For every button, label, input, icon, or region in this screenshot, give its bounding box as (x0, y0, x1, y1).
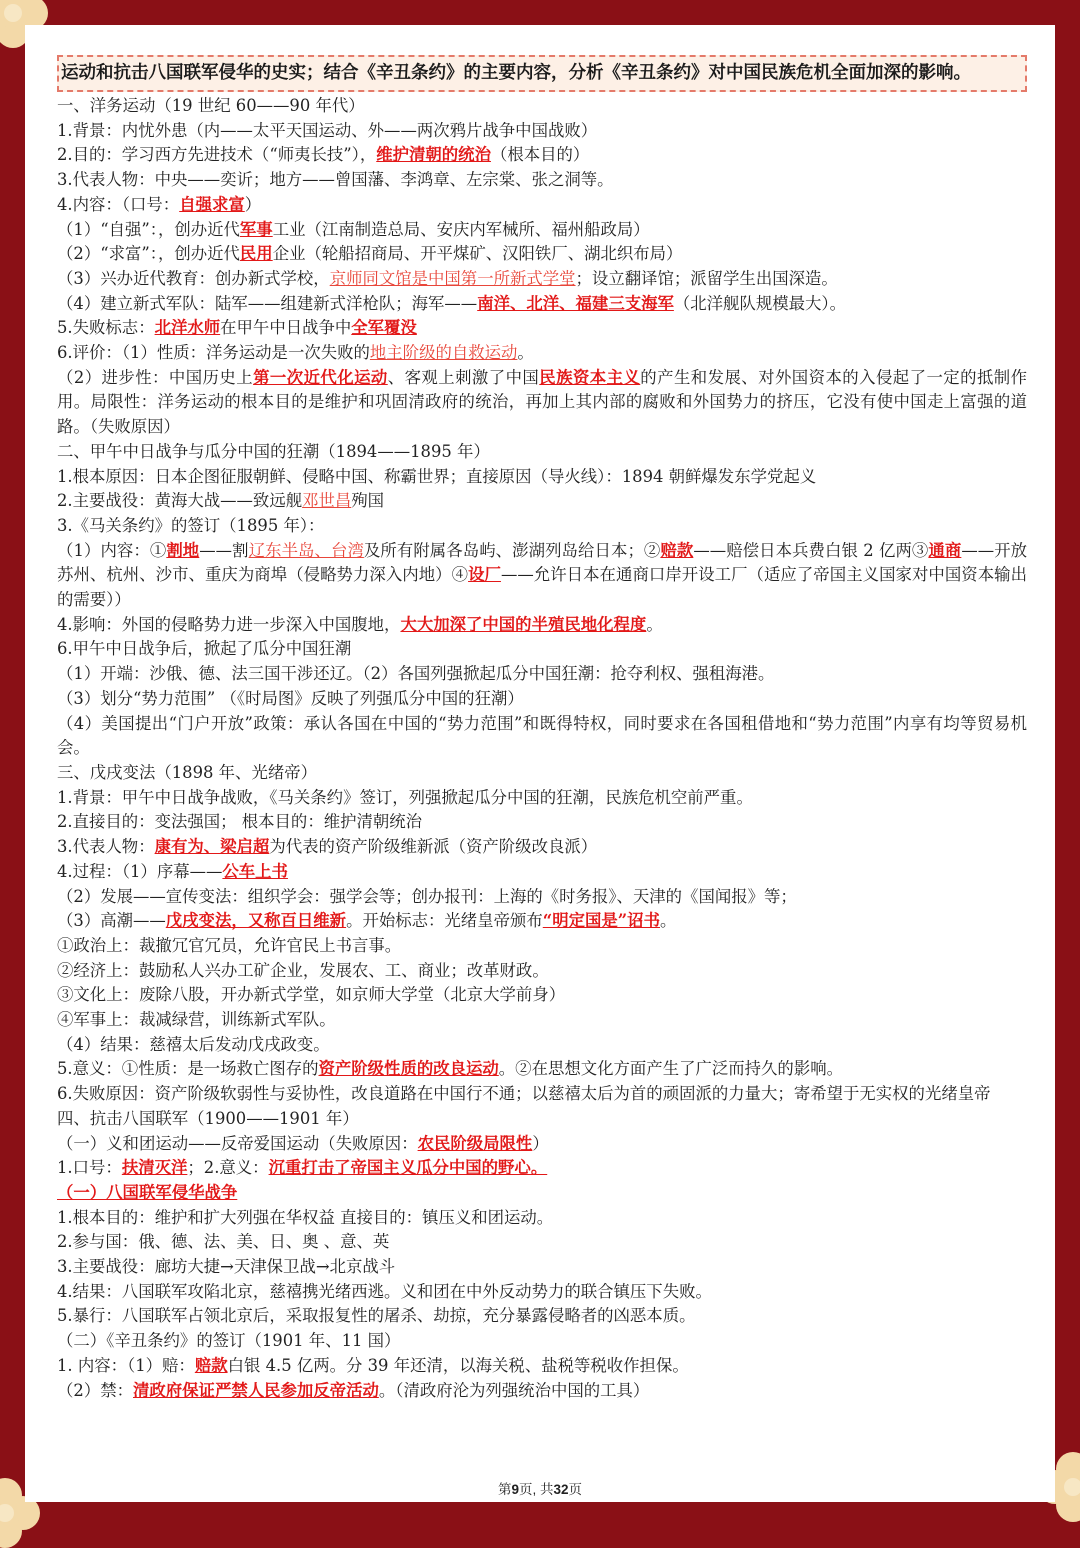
line-text: 4.影响：外国的侵略势力进一步深入中国腹地， (57, 614, 401, 634)
line-text: 1.根本原因：日本企图征服朝鲜、侵略中国、称霸世界；直接原因（导火线）：1894 朝鲜爆发东学党起义 (57, 466, 817, 486)
line-text: 3.主要战役：廊坊大捷→天津保卫战→北京战斗 (57, 1257, 396, 1277)
line-text: （二）《辛丑条约》的签订（1901 年、11 国） (57, 1331, 401, 1351)
footer-total-pages: 32 (553, 1482, 569, 1497)
line-text: 2.参与国：俄、德、法、美、日、奥 、意、英 (57, 1232, 390, 1252)
footer-prefix: 第 (497, 1482, 512, 1497)
line-text: （3）高潮—— (57, 911, 166, 931)
line-text: ；2.意义： (187, 1158, 269, 1178)
highlight-keyword: 大大加深了中国的半殖民地化程度 (400, 614, 647, 634)
line-text: ②经济上：鼓励私人兴办工矿企业，发展农、工、商业；改革财政。 (57, 960, 549, 980)
line-text: 5.意义：①性质：是一场救亡图存的 (57, 1059, 319, 1079)
text-line (57, 1132, 1027, 1157)
line-text: 3.《马关条约》的签订（1895 年）： (57, 515, 325, 535)
text-line (57, 1329, 1027, 1354)
highlight-keyword: 全军覆没 (351, 318, 417, 338)
highlight-keyword: 北洋水师 (154, 318, 221, 338)
line-text: （1）“自强”：，创办近代 (57, 219, 240, 239)
text-line (57, 1181, 1027, 1206)
text-line (57, 465, 1027, 490)
text-line (57, 1255, 1027, 1280)
highlight-keyword: 公车上书 (222, 861, 288, 881)
line-text: ①政治上：裁撤冗官冗员，允许官民上书言事。 (57, 935, 402, 955)
line-text: 。（清政府沦为列强统治中国的工具） (378, 1380, 650, 1400)
highlight-keyword: 民用 (239, 244, 273, 264)
line-text: 。开始标志：光绪皇帝颁布 (346, 911, 543, 931)
line-text: 4.结果：八国联军攻陷北京，慈禧携光绪西逃。义和团在中外反动势力的联合镇压下失败。 (57, 1281, 712, 1301)
text-line (57, 983, 1027, 1008)
text-line (57, 637, 1027, 662)
line-text: （2）进步性：中国历史上 (57, 367, 254, 387)
text-line (57, 440, 1027, 465)
highlight-keyword: 赔款 (194, 1355, 228, 1375)
text-line (57, 539, 1027, 613)
line-text: 1.背景：甲午中日战争战败，《马关条约》签订，列强掀起瓜分中国的狂潮，民族危机空前严重。 (57, 787, 753, 807)
highlight-keyword: 南洋、北洋、福建三支海军 (477, 293, 674, 313)
line-text: ） (532, 1133, 549, 1153)
text-line (57, 94, 1027, 119)
line-text: ——开放苏州、杭州、沙市、重庆为商埠（侵略势力深入内地）④ (57, 540, 1028, 585)
text-line (57, 909, 1027, 934)
highlight-keyword: 清政府保证严禁人民参加反帝活动 (133, 1380, 379, 1400)
line-text: 三、戊戌变法（1898 年、光绪帝） (57, 762, 318, 782)
line-text: （2）禁： (57, 1380, 133, 1400)
highlight-phrase: 地主阶级的自救运动 (369, 343, 518, 363)
text-line (57, 1354, 1027, 1379)
highlight-keyword: 割地 (166, 540, 200, 560)
highlight-keyword: 扶清灭洋 (121, 1158, 188, 1178)
line-text: 6.评价：（1）性质：洋务运动是一次失败的 (57, 343, 370, 363)
line-text: 为代表的资产阶级维新派（资产阶级改良派） (269, 837, 598, 857)
line-text: 2.主要战役：黄海大战——致远舰 (57, 491, 303, 511)
text-line (57, 242, 1027, 267)
text-line (57, 1033, 1027, 1058)
text-line (57, 835, 1027, 860)
text-line (57, 366, 1027, 440)
highlight-keyword: 资产阶级性质的改良运动 (318, 1059, 499, 1079)
line-text: （根本目的） (490, 145, 590, 165)
page-footer (25, 1478, 1055, 1498)
text-line (57, 1008, 1027, 1033)
text-line (57, 1206, 1027, 1231)
line-text: （一）义和团运动——反帝爱国运动（失败原因： (57, 1133, 418, 1153)
line-text: ——赔偿日本兵费白银 2 亿两③ (693, 540, 929, 560)
text-line (57, 786, 1027, 811)
line-text: 。 (659, 911, 677, 931)
line-text: ） (244, 194, 262, 214)
line-text: 的产生和发展、对外国资本的入侵起了一定的抵制作用。局限性：洋务运动的根本目的是维护和巩固清政府的统治，再加上其内部的腐败和外国势力的挤压，它没有使中国走上富强的道路。（失败原因） (57, 367, 1028, 437)
text-line (57, 1280, 1027, 1305)
line-text: （4）结果：慈禧太后发动戊戌政变。 (57, 1034, 330, 1054)
line-text: 5.暴行：八国联军占领北京后，采取报复性的屠杀、劫掠，充分暴露侵略者的凶恶本质。 (57, 1306, 696, 1326)
line-text: 2.目的：学习西方先进技术（“师夷长技”）， (57, 145, 377, 165)
line-text: （2）“求富”：，创办近代 (57, 244, 240, 264)
line-text: ③文化上：废除八股，开办新式学堂，如京师大学堂（北京大学前身） (57, 985, 566, 1005)
text-line (57, 1379, 1027, 1404)
line-text: 3.代表人物：中央——奕䜣；地方——曾国藩、李鸿章、左宗棠、张之洞等。 (57, 170, 614, 190)
line-text: 工业（江南制造总局、安庆内军械所、福州船政局） (272, 219, 650, 239)
line-text: （2）发展——宣传变法：组织学会：强学会等；创办报刊：上海的《时务报》、天津的《国闻报》等； (57, 886, 797, 906)
text-line (57, 860, 1027, 885)
line-text: 1.背景：内忧外患（内——太平天国运动、外——两次鸦片战争中国战败） (57, 120, 598, 140)
text-line (57, 316, 1027, 341)
highlight-keyword: 通商 (928, 540, 962, 560)
document-content (57, 55, 1027, 1403)
line-text: 白银 4.5 亿两。分 39 年还清，以海关税、盐税等税收作担保。 (227, 1355, 689, 1375)
highlight-keyword: 康有为、梁启超 (154, 837, 270, 857)
line-text: （3）划分“势力范围” （《时局图》反映了列强瓜分中国的狂潮） (57, 688, 524, 708)
text-line (57, 934, 1027, 959)
footer-suffix: 页 (568, 1482, 583, 1497)
line-text: 2.直接目的：变法强国； 根本目的：维护清朝统治 (57, 812, 423, 832)
text-line (57, 193, 1027, 218)
highlight-phrase: 邓世昌 (302, 491, 352, 511)
line-text: 5.失败标志： (57, 318, 155, 338)
highlight-keyword: 军事 (239, 219, 273, 239)
text-line (57, 1304, 1027, 1329)
header-box: 运动和抗击八国联军侵华的史实；结合《辛丑条约》的主要内容，分析《辛丑条约》对中国民族危机全面加深的影响。 (57, 55, 1027, 92)
line-text: 在甲午中日战争中 (220, 318, 352, 338)
line-text: （北洋舰队规模最大）。 (673, 293, 846, 313)
text-line (57, 613, 1027, 638)
text-line (57, 885, 1027, 910)
line-text: 1.口号： (57, 1158, 122, 1178)
line-text: 4.过程：（1）序幕—— (57, 861, 223, 881)
text-line (57, 810, 1027, 835)
line-text: 一、洋务运动（19 世纪 60——90 年代） (57, 96, 365, 115)
footer-mid: 页, 共 (518, 1482, 554, 1497)
text-line (57, 489, 1027, 514)
highlight-keyword: 自强求富 (179, 194, 245, 214)
highlight-phrase: 京师同文馆是中国第一所新式学堂 (329, 268, 576, 288)
line-text: 四、抗击八国联军（1900——1901 年） (57, 1108, 359, 1128)
text-line (57, 119, 1027, 144)
line-text: （3）兴办近代教育：创办新式学校， (57, 268, 330, 288)
highlight-keyword: 赔款 (660, 540, 694, 560)
line-text: 及所有附属各岛屿、澎湖列岛给日本；② (363, 540, 661, 560)
line-text: ——允许日本在通商口岸开设工厂（适应了帝国主义国家对中国资本输出的需要）） (57, 565, 1028, 610)
line-text: ——割 (199, 540, 249, 560)
line-text: 6.失败原因：资产阶级软弱性与妥协性，改良道路在中国行不通；以慈禧太后为首的顽固派的力量大；寄希望于无实权的光绪皇帝 (57, 1084, 991, 1104)
line-text: （4）美国提出“门户开放”政策：承认各国在中国的“势力范围”和既得特权，同时要求在各国租借地和“势力范围”内享有均等贸易机会。 (57, 713, 1027, 758)
highlight-keyword: 设厂 (468, 565, 501, 585)
text-line (57, 1230, 1027, 1255)
text-line (57, 712, 1027, 761)
text-line (57, 267, 1027, 292)
line-text: 殉国 (351, 491, 385, 511)
line-text: ；设立翻译馆；派留学生出国深造。 (575, 268, 838, 288)
text-line (57, 959, 1027, 984)
line-text: 3.代表人物： (57, 837, 155, 857)
highlight-keyword: 戊戌变法，又称百日维新 (165, 911, 347, 931)
highlight-keyword: 民族资本主义 (539, 367, 641, 387)
text-line (57, 514, 1027, 539)
highlight-keyword: 农民阶级局限性 (417, 1133, 533, 1153)
line-text: 二、甲午中日战争与瓜分中国的狂潮（1894——1895 年） (57, 441, 490, 461)
text-line (57, 662, 1027, 687)
text-line (57, 292, 1027, 317)
text-line (57, 1082, 1027, 1107)
line-text: （1）开端：沙俄、德、法三国干涉还辽。（2）各国列强掀起瓜分中国狂潮：抢夺利权、强租海港。 (57, 664, 775, 684)
body-lines (57, 94, 1027, 1403)
highlight-keyword: 第一次近代化运动 (253, 367, 388, 387)
line-text: ④军事上：裁减绿营，训练新式军队。 (57, 1010, 336, 1030)
text-line (57, 143, 1027, 168)
line-text: 1. 内容：（1）赔： (57, 1355, 195, 1375)
highlight-keyword: 维护清朝的统治 (376, 145, 491, 165)
highlight-keyword: “明定国是”诏书 (542, 911, 660, 931)
text-line (57, 1156, 1027, 1181)
document-page (25, 25, 1055, 1502)
text-line (57, 341, 1027, 366)
text-line (57, 1057, 1027, 1082)
highlight-keyword: 沉重打击了帝国主义瓜分中国的野心。 (268, 1158, 548, 1178)
line-text: 1.根本目的：维护和扩大列强在华权益 直接目的：镇压义和团运动。 (57, 1207, 554, 1227)
text-line (57, 168, 1027, 193)
text-line (57, 761, 1027, 786)
highlight-keyword: （一）八国联军侵华战争 (57, 1182, 238, 1202)
line-text: （4）建立新式军队：陆军——组建新式洋枪队；海军—— (57, 293, 478, 313)
line-text: 6.甲午中日战争后，掀起了瓜分中国狂潮 (57, 639, 352, 659)
line-text: （1）内容：① (57, 540, 167, 560)
line-text: 企业（轮船招商局、开平煤矿、汉阳铁厂、湖北织布局） (272, 244, 683, 264)
text-line (57, 1107, 1027, 1132)
line-text: 。 (646, 614, 663, 634)
highlight-phrase: 辽东半岛、台湾 (248, 540, 364, 560)
text-line (57, 218, 1027, 243)
line-text: 4.内容：（口号： (57, 194, 180, 214)
line-text: 、客观上刺激了中国 (387, 367, 540, 387)
line-text: 。②在思想文化方面产生了广泛而持久的影响。 (498, 1059, 843, 1079)
text-line (57, 687, 1027, 712)
line-text: 。 (517, 343, 534, 363)
footer-page-number: 9 (511, 1482, 519, 1497)
